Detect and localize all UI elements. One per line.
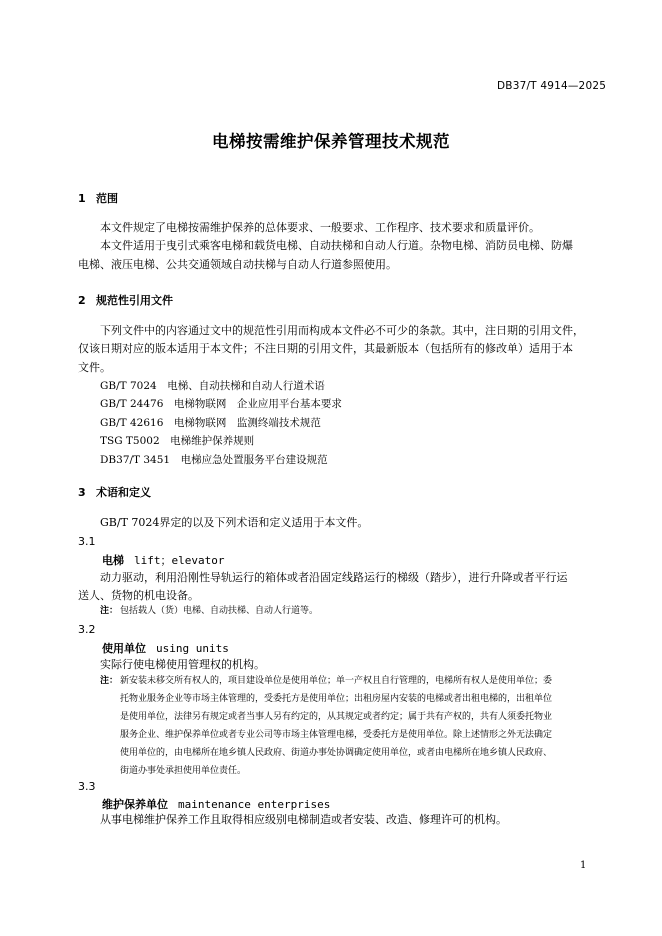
term-note bbox=[100, 672, 620, 780]
page-number: 1 bbox=[580, 860, 587, 871]
term-heading bbox=[102, 640, 229, 656]
term-number: 3.1 bbox=[78, 535, 96, 548]
note-line: 托物业服务企业等市场主体管理的，受委托方是使用单位；出租房屋内安装的电梯或者出租电梯的，出租单位 bbox=[120, 694, 553, 704]
reference-item: TSG T5002 电梯维护保养规则 bbox=[100, 435, 255, 448]
section-title: 规范性引用文件 bbox=[96, 294, 173, 307]
term-en: maintenance enterprises bbox=[178, 798, 331, 811]
standard-number: DB37/T 4914—2025 bbox=[497, 80, 607, 92]
term-definition bbox=[78, 569, 568, 606]
term-en: lift；elevator bbox=[134, 554, 225, 567]
paragraph-continuation: 仅该日期对应的版本适用于本文件；不注日期的引用文件，其最新版本（包括所有的修改单）适用于本 bbox=[78, 342, 573, 356]
reference-item: GB/T 42616 电梯物联网 监测终端技术规范 bbox=[100, 416, 321, 429]
reference-list bbox=[100, 377, 342, 469]
reference-item: DB37/T 3451 电梯应急处置服务平台建设规范 bbox=[100, 453, 328, 466]
term-definition: 实际行使电梯使用管理权的机构。 bbox=[100, 658, 265, 671]
paragraph-continuation: 文件。 bbox=[78, 360, 111, 374]
section-1-body bbox=[78, 219, 573, 274]
note-line: 街道办事处承担使用单位责任。 bbox=[120, 766, 247, 776]
section-title: 范围 bbox=[96, 192, 118, 205]
section-3-intro: GB/T 7024界定的以及下列术语和定义适用于本文件。 bbox=[100, 516, 369, 529]
section-1-heading bbox=[78, 190, 118, 206]
term-heading bbox=[102, 552, 224, 568]
reference-item: GB/T 24476 电梯物联网 企业应用平台基本要求 bbox=[100, 398, 342, 411]
note-line: 包括载人（货）电梯、自动扶梯、自动人行道等。 bbox=[120, 606, 319, 616]
note-line: 使用单位的，由电梯所在地乡镇人民政府、街道办事处协调确定使用单位，或者由电梯所在地乡镇人民政府、 bbox=[120, 748, 553, 758]
term-number: 3.3 bbox=[78, 780, 96, 793]
term-note bbox=[100, 602, 620, 620]
note-label: 注： bbox=[100, 676, 119, 686]
definition-line: 送人、货物的机电设备。 bbox=[78, 589, 199, 603]
note-line: 新安装未移交所有权人的，项目建设单位是使用单位；单一产权且自行管理的，电梯所有权人是使用单位；委 bbox=[120, 676, 553, 686]
document-title: 电梯按需维护保养管理技术规范 bbox=[212, 132, 450, 151]
note-label: 注： bbox=[100, 606, 119, 616]
paragraph: 本文件适用于曳引式乘客电梯和载货电梯、自动扶梯和自动人行道。杂物电梯、消防员电梯、防爆 bbox=[100, 239, 573, 253]
term-definition: 从事电梯维护保养工作且取得相应级别电梯制造或者安装、改造、修理许可的机构。 bbox=[100, 813, 507, 826]
reference-item: GB/T 7024 电梯、自动扶梯和自动人行道术语 bbox=[100, 380, 325, 392]
term-en: using units bbox=[156, 642, 229, 655]
term-zh: 维护保养单位 bbox=[102, 798, 168, 811]
definition-line: 动力驱动，利用沿刚性导轨运行的箱体或者沿固定线路运行的梯级（踏步），进行升降或者平行运 bbox=[100, 571, 568, 584]
paragraph-continuation: 电梯、液压电梯、公共交通领域自动扶梯与自动人行道参照使用。 bbox=[78, 257, 397, 271]
section-2-heading bbox=[78, 292, 173, 308]
section-number: 2 bbox=[78, 294, 86, 307]
section-number: 1 bbox=[78, 192, 86, 205]
term-heading bbox=[102, 796, 330, 812]
paragraph: 本文件规定了电梯按需维护保养的总体要求、一般要求、工作程序、技术要求和质量评价。 bbox=[100, 221, 540, 234]
term-number: 3.2 bbox=[78, 623, 96, 636]
section-3-heading bbox=[78, 484, 151, 500]
section-2-body bbox=[78, 322, 584, 377]
note-line: 服务企业、维护保养单位或者专业公司等市场主体管理电梯，受委托方是使用单位。除上述情形之外无法确定 bbox=[120, 730, 553, 740]
section-title: 术语和定义 bbox=[96, 486, 151, 499]
term-zh: 使用单位 bbox=[102, 642, 146, 655]
term-zh: 电梯 bbox=[102, 554, 124, 567]
note-line: 是使用单位，法律另有规定或者当事人另有约定的，从其规定或者约定；属于共有产权的，共有人须委托物业 bbox=[120, 712, 553, 722]
section-number: 3 bbox=[78, 486, 86, 499]
paragraph: 下列文件中的内容通过文中的规范性引用而构成本文件必不可少的条款。其中，注日期的引用文件， bbox=[100, 324, 584, 337]
